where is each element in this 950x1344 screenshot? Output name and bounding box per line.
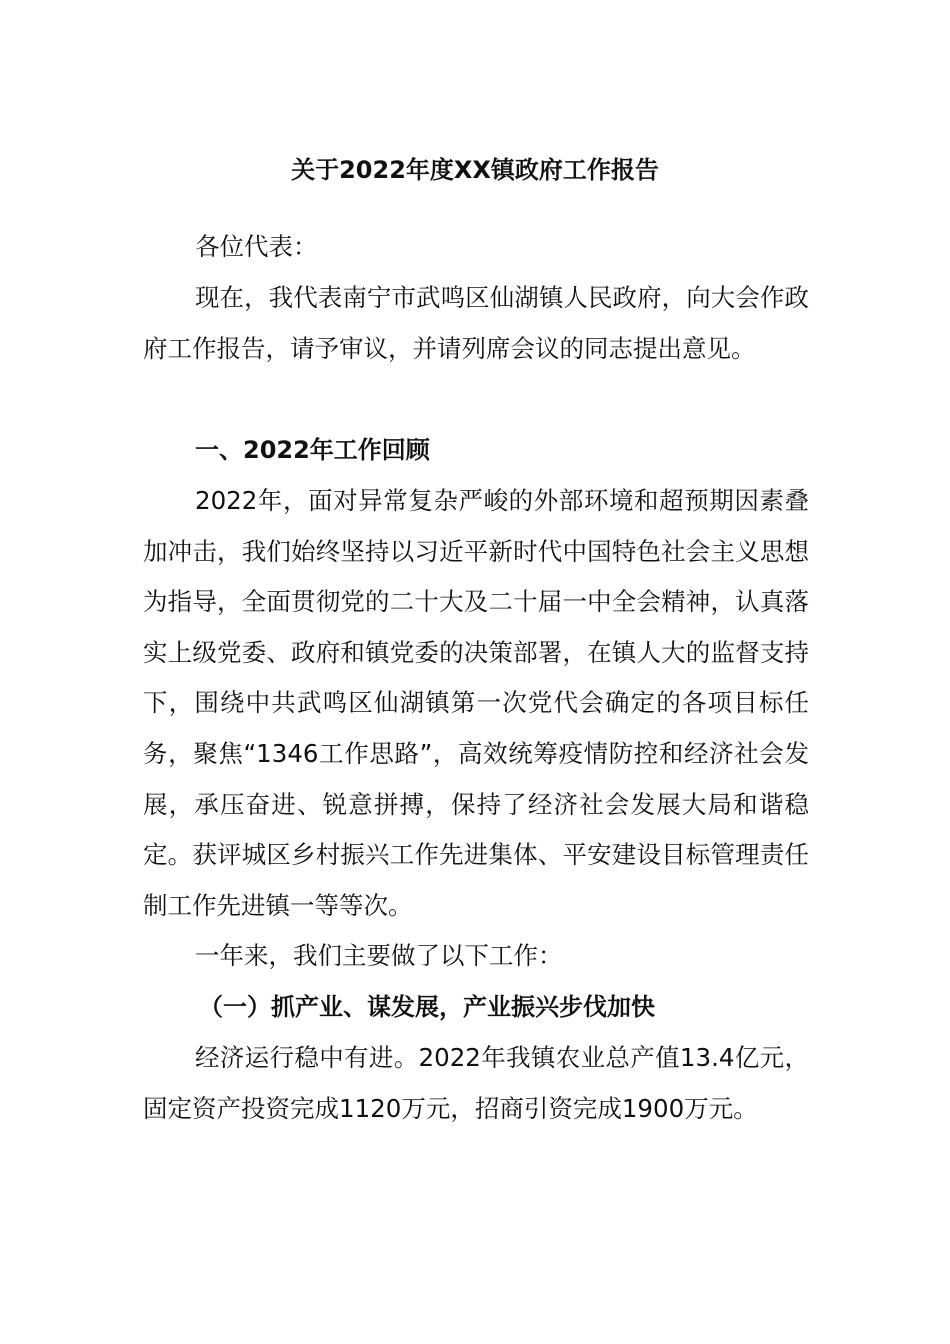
- document-title: 关于2022年度XX镇政府工作报告: [291, 156, 659, 184]
- subsection-heading-industry: （一）抓产业、谋发展，产业振兴步伐加快: [199, 993, 655, 1021]
- intro-paragraph: 现在，我代表南宁市武鸣区仙湖镇人民政府，向大会作政府工作报告，请予审议，并请列席会议的同志提出意见。: [143, 283, 809, 363]
- year-work-paragraph: 一年来，我们主要做了以下工作：: [195, 941, 563, 970]
- review-paragraph: 2022年，面对异常复杂严峻的外部环境和超预期因素叠加冲击，我们始终坚持以习近平新时代中国特色社会主义思想为指导，全面贯彻党的二十大及二十届一中全会精神，认真落实上级党委、政府和镇党委的决策部署，在镇人大的监督支持下，围绕中共武鸣区仙湖镇第一次党代会确定的各项目标任务，聚焦“1346工作思路”，高效统筹疫情防控和经济社会发展，承压奋进、锐意拼搏，保持了经济社会发展大局和谐稳定。获评城区乡村振兴工作先进集体、平安建设目标管理责任制工作先进镇一等等次。: [143, 486, 809, 920]
- economy-paragraph: 经济运行稳中有进。2022年我镇农业总产值13.4亿元，固定资产投资完成1120万元，招商引资完成1900万元。: [143, 1043, 809, 1123]
- section-heading-work-review: 一、2022年工作回顾: [195, 436, 430, 464]
- greeting: 各位代表：: [195, 232, 318, 261]
